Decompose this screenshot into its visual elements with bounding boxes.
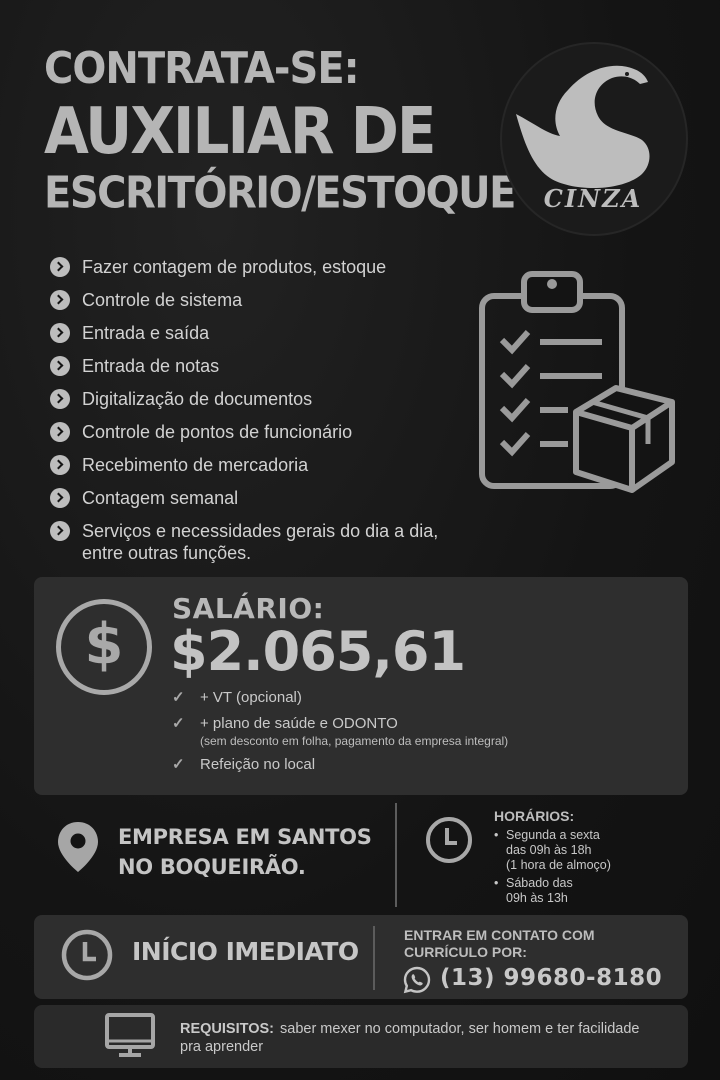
task-list (50, 256, 470, 575)
divider (373, 926, 375, 990)
dollar-icon (56, 599, 152, 695)
chevron-right-icon (50, 323, 70, 343)
task-label: Recebimento de mercadoria (82, 455, 309, 475)
benefit-text: + plano de saúde e ODONTO (200, 715, 398, 732)
contact-title: ENTRAR EM CONTATO COM CURRÍCULO POR: (404, 927, 595, 960)
chevron-right-icon (50, 455, 70, 475)
list-item (50, 454, 470, 476)
task-label: Contagem semanal (82, 488, 239, 508)
list-item (50, 388, 470, 410)
chevron-right-icon (50, 422, 70, 442)
headline-line2: AUXILIAR DE (44, 93, 435, 169)
requirements-text (180, 1020, 640, 1056)
list-item (50, 421, 470, 443)
list-item (494, 876, 704, 906)
list-item (50, 520, 470, 564)
requirements-label: REQUISITOS: (180, 1021, 274, 1037)
headline-line3: ESCRITÓRIO/ESTOQUE (44, 168, 515, 219)
hours-list (494, 828, 704, 909)
chevron-right-icon (50, 389, 70, 409)
benefit-list (172, 688, 672, 781)
list-item (50, 487, 470, 509)
chevron-right-icon (50, 290, 70, 310)
monitor-icon (104, 1011, 156, 1059)
chevron-right-icon (50, 257, 70, 277)
location-pin-icon (56, 820, 100, 874)
list-item (172, 755, 672, 775)
checkmark-icon: ✓ (172, 689, 185, 706)
salary-label: SALÁRIO: (172, 592, 325, 625)
list-item (172, 714, 672, 749)
hours-line: • Sábado das (506, 876, 573, 890)
dollar-symbol: $ (84, 612, 124, 677)
hours-line: • Segunda a sexta (506, 828, 600, 842)
task-label: Controle de sistema (82, 290, 243, 310)
chevron-right-icon (50, 356, 70, 376)
divider (395, 803, 397, 907)
location-line1: EMPRESA EM SANTOS (118, 825, 372, 849)
clipboard-box-icon (472, 262, 682, 502)
list-item (50, 289, 470, 311)
brand-logo (500, 42, 688, 236)
benefit-note: (sem desconto em folha, pagamento da empresa integral) (200, 734, 509, 748)
location-line2: NO BOQUEIRÃO. (118, 855, 306, 879)
clock-icon (60, 928, 114, 982)
whatsapp-icon (403, 966, 431, 994)
headline-line1: CONTRATA-SE: (44, 44, 359, 94)
benefit-text: + VT (opcional) (200, 689, 302, 706)
task-label: Entrada e saída (82, 323, 210, 343)
list-item (50, 256, 470, 278)
list-item (172, 688, 672, 708)
requirements-body: saber mexer no computador, ser homem e ter facilidade pra aprender (180, 1021, 640, 1055)
hours-line: das 09h às 18h (506, 843, 592, 857)
benefit-text-wrap (200, 714, 508, 749)
list-item (50, 355, 470, 377)
logo-text: CINZA (543, 184, 643, 213)
checkmark-icon: ✓ (172, 715, 185, 732)
salary-value: $2.065,61 (170, 620, 466, 683)
hours-line: (1 hora de almoço) (506, 858, 611, 872)
clock-icon (424, 815, 474, 865)
task-label: Digitalização de documentos (82, 389, 313, 409)
task-label: Serviços e necessidades gerais do dia a dia, entre outras funções. (82, 521, 439, 563)
benefit-text-wrap (200, 688, 302, 708)
benefit-text-wrap (200, 755, 315, 775)
headline (44, 44, 515, 219)
location-text (118, 822, 388, 882)
hours-line: 09h às 13h (506, 891, 568, 905)
start-text: INÍCIO IMEDIATO (132, 937, 359, 966)
task-label: Controle de pontos de funcionário (82, 422, 353, 442)
chevron-right-icon (50, 521, 70, 541)
benefit-text: Refeição no local (200, 756, 316, 773)
task-label: Entrada de notas (82, 356, 220, 376)
task-label: Fazer contagem de produtos, estoque (82, 257, 387, 277)
list-item (50, 322, 470, 344)
phone-number[interactable]: (13) 99680-8180 (440, 965, 663, 991)
chevron-right-icon (50, 488, 70, 508)
hours-title: HORÁRIOS: (494, 808, 575, 824)
checkmark-icon: ✓ (172, 756, 185, 773)
list-item (494, 828, 704, 873)
